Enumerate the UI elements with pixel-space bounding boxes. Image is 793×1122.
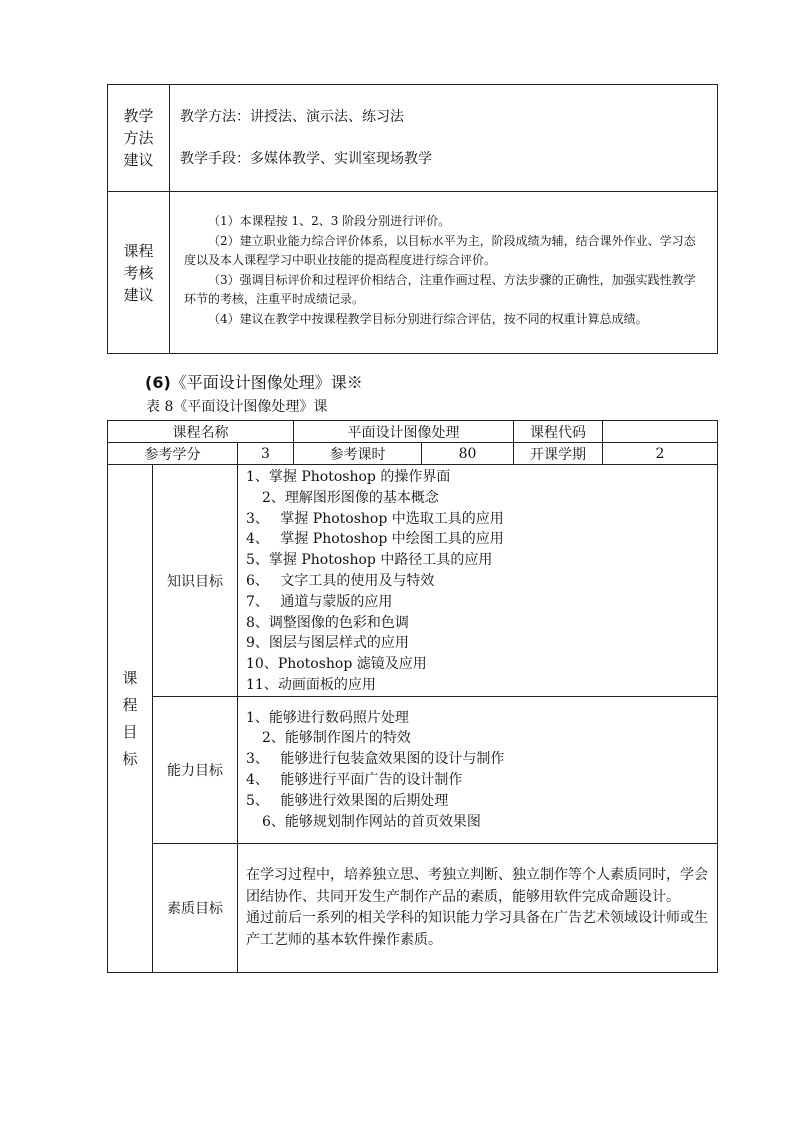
semester-value: 2 [603,443,718,465]
table-caption: 表 8《平面设计图像处理》课 [146,399,328,415]
course-info-table [107,420,718,973]
assessment-row [108,192,718,354]
quality-content [238,844,718,973]
teaching-methods-content [170,85,718,192]
credits-label: 参考学分 [108,443,238,465]
credits-value: 3 [238,443,294,465]
section-heading [145,372,363,394]
teaching-methods-row [108,85,718,192]
list-item: 1、能够进行数码照片处理 [246,709,409,726]
ability-label: 能力目标 [153,697,238,844]
list-item: 6、 文字工具的使用及与特效 [246,572,435,589]
list-item: 11、动画面板的应用 [246,676,376,693]
knowledge-label: 知识目标 [153,465,238,697]
teaching-suggestion-table [107,84,718,354]
list-item: 8、调整图像的色彩和色调 [246,614,409,631]
course-name-value: 平面设计图像处理 [294,421,514,443]
list-item: 2、能够制作图片的特效 [262,730,411,747]
list-item: 10、Photoshop 滤镜及应用 [246,656,427,673]
section-number: (6) [145,373,171,392]
list-item: 3、 能够进行包装盒效果图的设计与制作 [246,751,505,768]
list-item: 6、能够规划制作网站的首页效果图 [262,813,481,830]
knowledge-row [108,465,718,697]
list-item: 5、掌握 Photoshop 中路径工具的应用 [246,552,493,569]
assessment-paragraph: （3）强调目标评价和过程评价相结合，注重作画过程、方法步骤的正确性，加强实践性教学环节的考核，注重平时成绩记录。 [184,272,696,306]
teaching-means-line: 教学手段：多媒体教学、实训室现场教学 [180,151,432,167]
list-item: 4、 能够进行平面广告的设计制作 [246,772,463,788]
list-item: 4、 掌握 Photoshop 中绘图工具的应用 [246,531,504,548]
credits-row [108,443,718,465]
teaching-methods-header: 教学 方法 建议 [108,85,170,192]
list-item: 1、掌握 Photoshop 的操作界面 [246,469,451,485]
assessment-content [170,192,718,354]
list-item: 7、 通道与蒙版的应用 [246,593,393,610]
ability-list [238,697,718,844]
hours-value: 80 [422,443,514,465]
course-code-label: 课程代码 [514,421,603,443]
assessment-paragraph: （2）建立职业能力综合评价体系，以目标水平为主，阶段成绩为辅，结合课外作业、学习态度以及本人课程学习中职业技能的提高程度进行综合评价。 [184,233,696,267]
semester-label: 开课学期 [514,443,603,465]
course-objectives-header: 课 程 目 标 [108,465,153,973]
hours-label: 参考课时 [294,443,422,465]
quality-row [108,844,718,973]
teaching-method-line: 教学方法：讲授法、演示法、练习法 [180,109,404,125]
ability-row [108,697,718,844]
course-name-row [108,421,718,443]
course-name-label: 课程名称 [108,421,294,443]
assessment-header: 课程 考核 建议 [108,192,170,354]
list-item: 5、 能够进行效果图的后期处理 [246,792,449,809]
list-item: 9、图层与图层样式的应用 [246,635,409,652]
assessment-paragraph: （4）建议在教学中按课程教学目标分别进行综合评估，按不同的权重计算总成绩。 [208,311,648,326]
course-code-value [603,421,718,443]
quality-paragraph: 在学习过程中，培养独立思、考独立判断、独立制作等个人素质同时，学会团结协作、共同开发生产制作产品的素质，能够用软件完成命题设计。 [246,867,708,905]
assessment-paragraph: （1）本课程按 1、2、3 阶段分别进行评价。 [208,214,451,228]
knowledge-list [238,465,718,697]
quality-label: 素质目标 [153,844,238,973]
quality-paragraph: 通过前后一系列的相关学科的知识能力学习具备在广告艺术领域设计师或生产工艺师的基本软件操作素质。 [246,910,708,948]
list-item: 3、 掌握 Photoshop 中选取工具的应用 [246,510,504,527]
list-item: 2、理解图形图像的基本概念 [262,489,439,506]
section-title: 《平面设计图像处理》课※ [170,373,363,392]
